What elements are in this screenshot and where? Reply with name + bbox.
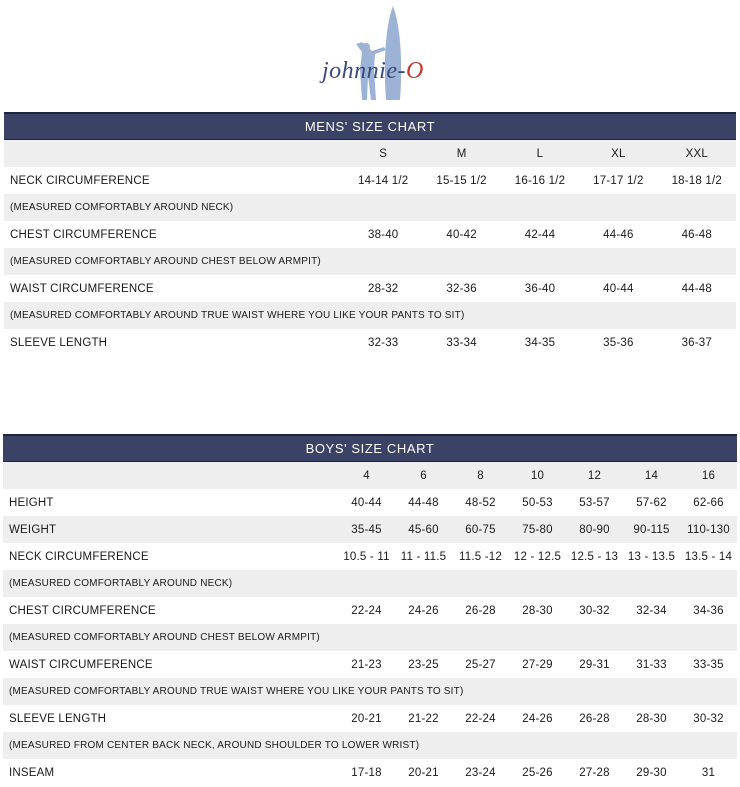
table-row [3,489,737,516]
size-value: 21-22 [408,712,439,725]
size-value: 50-53 [522,496,553,509]
size-value: 110-130 [680,516,737,543]
measurement-note: (MEASURED COMFORTABLY AROUND CHEST BELOW ARMPIT) [4,248,736,275]
size-value: 25-27 [465,658,496,671]
size-value: 62-66 [693,496,724,509]
size-header: 8 [452,462,509,490]
size-value: 32-33 [367,336,399,349]
size-value: 16-16 1/2 [514,174,566,187]
size-value: 80-90 [566,516,623,543]
size-value: 75-80 [509,516,566,543]
size-value: 34-36 [693,604,724,617]
size-value: 44-48 [681,282,712,295]
size-value: 24-26 [522,712,553,725]
size-value: 30-32 [693,712,724,725]
mens-title-row [4,113,736,140]
size-value: 33-35 [693,658,724,671]
table-row [3,516,737,543]
size-value: 15-15 1/2 [436,174,487,187]
row-label: NECK CIRCUMFERENCE [9,550,149,563]
size-value: 57-62 [636,496,667,509]
measurement-note-row [4,248,736,275]
size-value: 60-75 [452,516,509,543]
size-value: 14-14 1/2 [357,174,409,187]
size-value: 12.5 - 13 [570,550,619,563]
size-value: 23-25 [408,658,439,671]
size-header: 10 [509,462,566,490]
size-value: 36-37 [681,336,712,349]
measurement-note-row [4,194,736,221]
size-value: 27-29 [522,658,553,671]
size-header: XXL [658,140,736,168]
size-value: 29-31 [579,658,610,671]
size-header: L [501,140,579,168]
size-header: 14 [623,462,680,490]
size-value: 40-44 [351,496,382,509]
size-value: 31-33 [636,658,667,671]
size-value: 38-40 [367,228,399,241]
row-label: CHEST CIRCUMFERENCE [10,228,157,241]
mens-size-chart [4,112,736,356]
size-header: 12 [566,462,623,490]
size-value: 25-26 [522,766,553,779]
measurement-note-row [3,624,737,651]
header-blank [4,140,344,168]
row-label: WEIGHT [3,516,338,543]
size-header: XL [579,140,657,168]
surfer-logo-icon [0,0,740,112]
size-value: 48-52 [465,496,496,509]
measurement-note: (MEASURED FROM CENTER BACK NECK, AROUND SHOULDER TO LOWER WRIST) [3,732,737,759]
measurement-note-row [4,302,736,329]
header-blank [3,462,338,490]
size-value: 17-18 [351,766,382,779]
brand-name: johnnie-O [322,58,424,84]
boys-size-header-row [3,462,737,490]
row-label: NECK CIRCUMFERENCE [10,174,150,187]
size-value: 12 - 12.5 [513,550,562,563]
size-header: 16 [680,462,737,490]
size-value: 44-46 [603,228,634,241]
size-value: 27-28 [579,766,610,779]
size-value: 53-57 [579,496,610,509]
size-header: S [344,140,422,168]
table-row [4,275,736,302]
table-row [4,221,736,248]
table-row [3,705,737,732]
mens-size-header-row [4,140,736,168]
boys-title-row [3,435,737,462]
chart-title: BOYS' SIZE CHART [3,435,737,462]
size-value: 31 [701,766,716,779]
size-value: 28-32 [367,282,399,295]
row-label: SLEEVE LENGTH [9,712,107,725]
size-value: 90-115 [623,516,680,543]
size-value: 18-18 1/2 [671,174,722,187]
table-row [3,597,737,624]
chart-title: MENS' SIZE CHART [4,113,736,140]
table-row [4,329,736,356]
table-row [4,167,736,194]
size-header: 4 [338,462,395,490]
size-value: 22-24 [351,604,382,617]
measurement-note: (MEASURED COMFORTABLY AROUND TRUE WAIST WHERE YOU LIKE YOUR PANTS TO SIT) [4,302,736,329]
size-value: 20-21 [408,766,439,779]
size-value: 42-44 [524,228,556,241]
size-value: 45-60 [395,516,452,543]
row-label: HEIGHT [9,496,54,509]
size-value: 28-30 [522,604,553,617]
size-header: M [422,140,500,168]
size-value: 44-48 [408,496,439,509]
size-value: 26-28 [579,712,610,725]
size-value: 23-24 [465,766,496,779]
size-value: 34-35 [524,336,556,349]
measurement-note: (MEASURED COMFORTABLY AROUND CHEST BELOW ARMPIT) [3,624,737,651]
size-value: 20-21 [351,712,382,725]
size-value: 10.5 - 11 [343,550,390,563]
size-value: 26-28 [465,604,496,617]
size-value: 21-23 [351,658,382,671]
size-value: 24-26 [408,604,439,617]
row-label: WAIST CIRCUMFERENCE [10,282,154,295]
size-value: 28-30 [636,712,667,725]
table-row [3,759,737,786]
row-label: INSEAM [9,766,55,779]
size-value: 40-44 [603,282,634,295]
size-value: 30-32 [579,604,610,617]
size-value: 22-24 [465,712,496,725]
size-value: 35-45 [338,516,395,543]
size-value: 11 - 11.5 [400,550,447,563]
table-row [3,651,737,678]
size-value: 46-48 [681,228,712,241]
size-value: 32-34 [636,604,667,617]
size-value: 32-36 [446,282,477,295]
measurement-note: (MEASURED COMFORTABLY AROUND NECK) [3,570,737,597]
size-value: 17-17 1/2 [593,174,644,187]
boys-size-chart [3,434,737,786]
measurement-note: (MEASURED COMFORTABLY AROUND NECK) [4,194,736,221]
row-label: WAIST CIRCUMFERENCE [9,658,153,671]
row-label: SLEEVE LENGTH [10,336,108,349]
size-value: 33-34 [446,336,477,349]
size-value: 35-36 [603,336,634,349]
row-label: CHEST CIRCUMFERENCE [9,604,156,617]
size-header: 6 [395,462,452,490]
size-value: 11.5 -12 [459,550,502,563]
size-value: 36-40 [524,282,556,295]
size-value: 40-42 [446,228,477,241]
size-value: 13 - 13.5 [627,550,676,563]
measurement-note-row [3,570,737,597]
table-row [3,543,737,570]
size-value: 29-30 [636,766,667,779]
measurement-note-row [3,732,737,759]
measurement-note-row [3,678,737,705]
brand-logo [0,0,740,112]
size-value: 13.5 - 14 [684,550,733,563]
measurement-note: (MEASURED COMFORTABLY AROUND TRUE WAIST WHERE YOU LIKE YOUR PANTS TO SIT) [3,678,737,705]
